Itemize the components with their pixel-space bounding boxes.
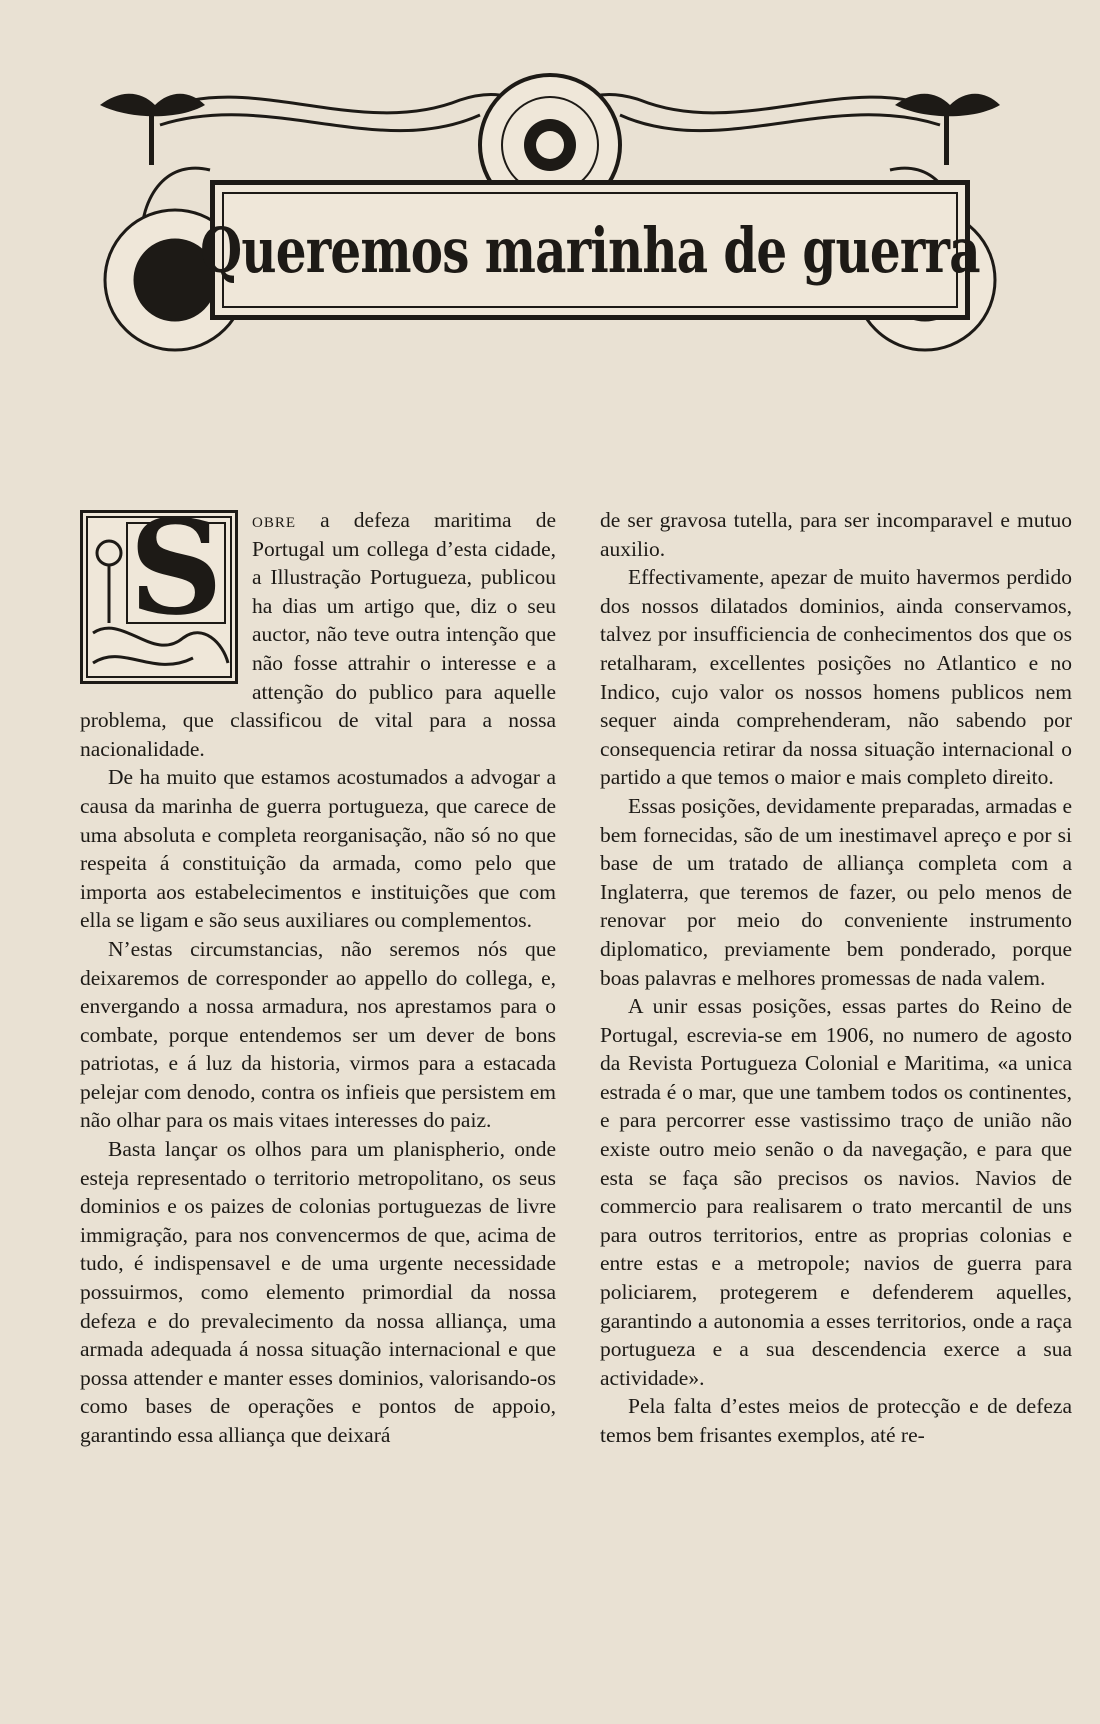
paragraph: De ha muito que estamos acostumados a advogar a causa da marinha de guerra portugueza, que carece de uma absoluta e completa reorganisação, não só no que respeita á constituição da armada, como pelo que importa aos estabelecimentos e instituições que com ella se ligam e são seus auxiliares ou complementos. <box>80 765 556 933</box>
dropcap-letter: S <box>129 513 223 644</box>
paragraph: de ser gravosa tutella, para ser incomparavel e mutuo auxilio. <box>600 508 1072 561</box>
text-column-right <box>600 506 1072 1450</box>
decorated-dropcap <box>80 510 238 684</box>
title-frame <box>200 180 980 320</box>
text-column-left <box>80 506 556 1450</box>
dropcap-ornament-icon <box>83 513 235 681</box>
paragraph: Effectivamente, apezar de muito havermos perdido dos nossos dilatados dominios, ainda conservamos, talvez por insufficiencia de conhecimentos dos que os retalharam, excellentes posições no Atlantico e no Indico, cujo valor os nossos homens publicos nem sequer ainda comprehenderam, não sabendo por consequencia retirar da nossa situação internacional o partido a que temos o maior e mais completo direito. <box>600 565 1072 790</box>
paragraph: A unir essas posições, essas partes do Reino de Portugal, escrevia-se em 1906, no numero de agosto da Revista Portugueza Colonial e Maritima, «a unica estrada é o mar, que une tambem todos os continentes, e para percorrer esse vastissimo traço de união não existe outro meio senão o da navegação, e para que esta se faça são precisos os navios. Navios de commercio para realisarem o trato mercantil de uns para outros territorios, entre as proprias colonias e entre estas e a metropole; navios de guerra para policiarem, protegerem e defenderem aquelles, garantindo a autonomia a esses territorios, onde a raça portugueza e a sua descendencia exerce a sua actividade». <box>600 994 1072 1390</box>
article-title: Queremos marinha de guerra <box>200 213 980 287</box>
paragraph: Basta lançar os olhos para um planispherio, onde esteja representado o territorio metropolitano, os seus dominios e os paizes de colonias portuguezas de livre immigração, para nos convencermos de que, acima de tudo, é indispensavel e de uma urgente necessidade possuirmos, como elemento primordial da nossa defeza e do prevalecimento da nossa alliança, uma armada adequada á nossa situação internacional e que possa attender e manter esses dominios, valorisando-os como bases de operações e pontos de appoio, garantindo essa alliança que deixará <box>80 1137 556 1447</box>
paragraph: Pela falta d’estes meios de protecção e de defeza temos bem frisantes exemplos, até re- <box>600 1394 1072 1447</box>
lily-flower-right <box>895 94 1000 165</box>
paragraph: obre a defeza maritima de Portugal um collega d’esta cidade, a Illustração Portugueza, publicou ha dias um artigo que, diz o seu auctor, não teve outra intenção que não fosse attrahir o interesse e a attenção do publico para aquelle problema, que classificou de vital para a nossa nacionalidade. <box>80 508 556 761</box>
paragraph: Essas posições, devidamente preparadas, armadas e bem fornecidas, são de um inestimavel apreço e por si base de um tratado de alliança completa com a Inglaterra, que teremos de fazer, ou pelo menos de renovar por meio do conveniente instrumento diplomatico, previamente bem ponderado, porque boas palavras e melhores promessas de nada valem. <box>600 793 1072 990</box>
lily-flower-left <box>100 94 205 165</box>
paragraph: N’estas circumstancias, não seremos nós que deixaremos de corresponder ao appello do collega, e, envergando a nossa armadura, nos aprestamos para o combate, porque entendemos ser um dever de bons patriotas, e á luz da historia, virmos para a estacada pelejar com denodo, contra os infieis que persistem em não olhar para os mais vitaes interesses do paiz. <box>80 936 556 1133</box>
lead-word: obre <box>252 508 297 532</box>
